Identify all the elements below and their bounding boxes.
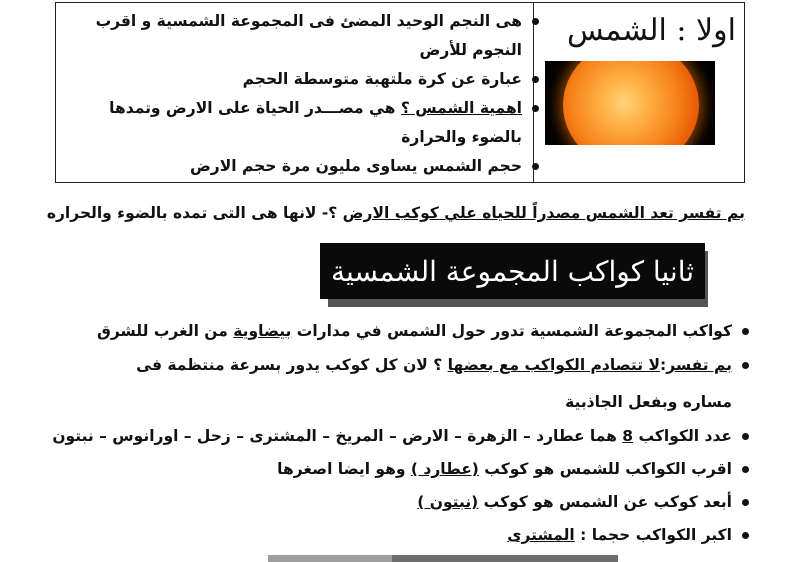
sun-photo-icon (545, 61, 715, 145)
b4-underlined: (عطارد ) (410, 460, 479, 478)
sun-bullet-1-cont (420, 41, 522, 59)
b6-pre: اكبر الكواكب حجما : (580, 526, 732, 544)
planets-bullet-2-cont (565, 393, 732, 411)
planets-bullet-4 (277, 460, 749, 478)
sun-bullet-4 (190, 157, 539, 175)
planets-bullet-2 (136, 356, 749, 374)
b3-number: 8 (622, 427, 634, 445)
b1-post: من الغرب للشرق (97, 322, 228, 340)
sun-bullet-3-cont-text: بالضوء والحرارة (401, 128, 522, 146)
b4-pre: اقرب الكواكب للشمس هو كوكب (484, 460, 732, 478)
sun-bullet-3-text: هي مصـــدر الحياة على الارض وتمدها (109, 99, 396, 117)
b2-underlined-2: لا تتصادم الكواكب مع بعضها (447, 356, 661, 374)
bullet-dot (742, 433, 749, 440)
sun-heading: اولا : الشمس (567, 13, 736, 48)
b3-post: هما عطارد – الزهرة – الارض – المريخ – المشترى – زحل – اورانوس – نبتون (52, 427, 617, 445)
planets-bullet-3 (52, 427, 749, 445)
planets-bullet-1 (97, 322, 749, 340)
sun-bullet-3-cont (401, 128, 522, 146)
planets-bullet-5 (417, 493, 749, 511)
bullet-dot (742, 499, 749, 506)
b2-post: ؟ لان كل كوكب يدور بسرعة منتظمة فى (136, 356, 443, 374)
b1-pre: كواكب المجموعة الشمسية تدور حول الشمس في مدارات (296, 322, 732, 340)
sun-bullet-3 (109, 99, 539, 117)
bottom-bar-segment-2 (392, 555, 618, 562)
sun-bullet-1 (96, 12, 539, 30)
planets-bullet-6 (507, 526, 749, 544)
b2-line2: مساره وبفعل الجاذبية (565, 393, 732, 411)
question-underlined: بم تفسر تعد الشمس مصدراً للحياه علي كوكب الارض (342, 204, 745, 222)
sun-bullet-2 (243, 70, 539, 88)
b2-underlined: بم تفسر (666, 356, 732, 374)
sun-bullet-1-cont-text: النجوم للأرض (419, 41, 522, 59)
b4-post: وهو ايضا اصغرها (277, 460, 406, 478)
planets-banner (320, 243, 715, 309)
sun-importance-label: اهمية الشمس ؟ (400, 99, 522, 117)
b6-underlined: المشترى (507, 526, 575, 544)
bullet-dot (532, 105, 539, 112)
bullet-dot (532, 18, 539, 25)
bullet-dot (742, 362, 749, 369)
sun-bullet-2-text: عبارة عن كرة ملتهبة متوسطة الحجم (242, 70, 522, 88)
sun-question-line (47, 204, 745, 222)
bullet-dot (742, 532, 749, 539)
bullet-dot (742, 328, 749, 335)
sun-bullet-1-text: هى النجم الوحيد المضئ فى المجموعة الشمسية و اقرب (95, 12, 522, 30)
b1-underlined: بيضاوية (233, 322, 292, 340)
bottom-bar-segment-1 (268, 555, 392, 562)
sun-disc (563, 61, 699, 145)
b5-pre: أبعد كوكب عن الشمس هو كوكب (483, 493, 732, 511)
bullet-dot (742, 466, 749, 473)
bullet-dot (532, 163, 539, 170)
question-answer: ؟- لانها هى التى تمده بالضوء والحراره (46, 204, 338, 222)
sun-bullet-4-text: حجم الشمس يساوى مليون مرة حجم الارض (189, 157, 522, 175)
b2-colon: : (660, 356, 667, 374)
banner-title: ثانيا كواكب المجموعة الشمسية (320, 243, 705, 299)
b3-pre: عدد الكواكب (638, 427, 732, 445)
b5-underlined: (نبتون ) (417, 493, 479, 511)
bullet-dot (532, 76, 539, 83)
bottom-cut-bar (0, 552, 797, 562)
